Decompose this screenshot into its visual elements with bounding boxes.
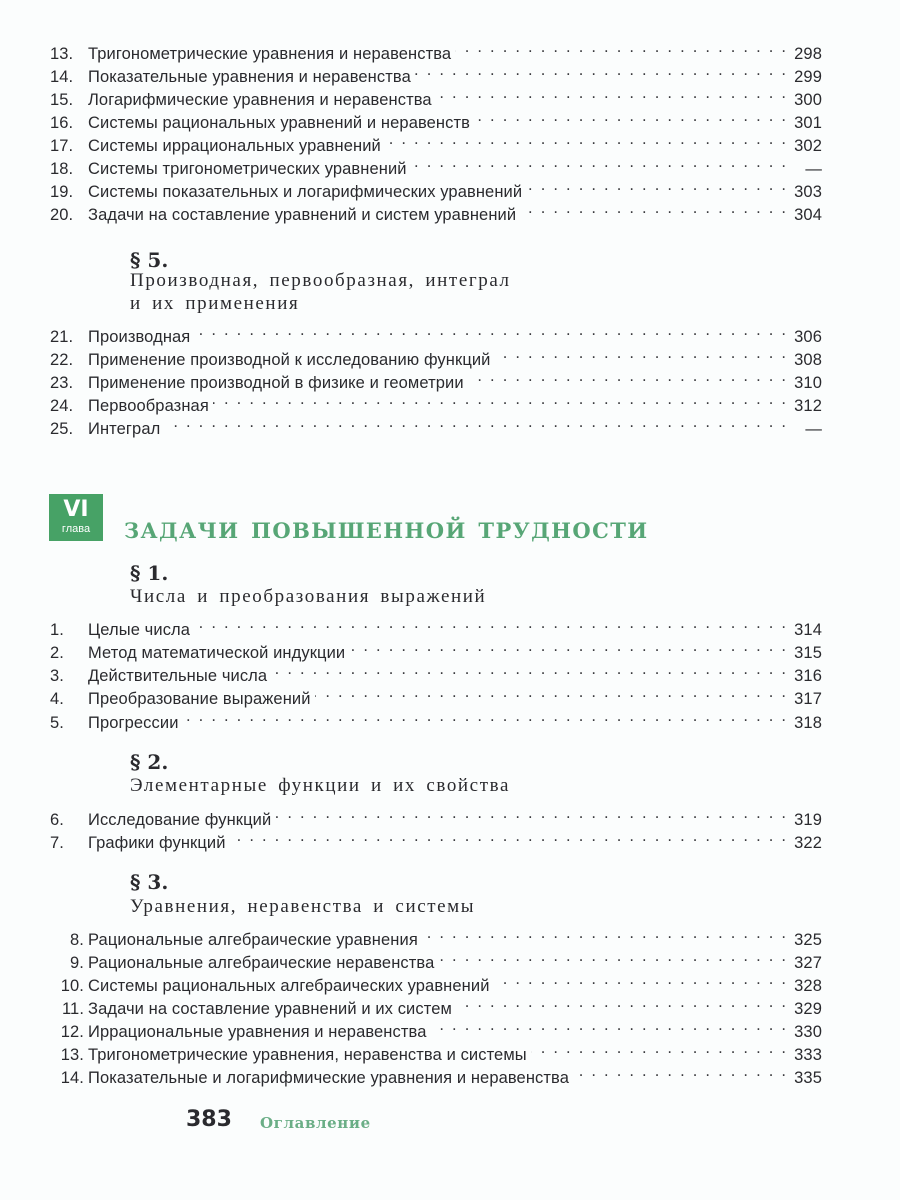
entry-number: 10. <box>60 977 84 995</box>
entry-page: 306 <box>794 328 822 346</box>
entry-title: Производная <box>88 328 191 346</box>
toc-entry[interactable] <box>50 151 822 178</box>
dot-leader <box>468 365 786 388</box>
entry-number: 13. <box>50 45 74 63</box>
section-mark: § 3. <box>130 870 169 894</box>
toc-entry[interactable] <box>50 658 822 685</box>
entry-title: Рациональные алгебраические неравенства <box>88 954 435 972</box>
entry-page: 312 <box>794 397 822 415</box>
entry-page: 301 <box>794 114 822 132</box>
entry-title: Метод математической индукции <box>88 644 346 662</box>
toc-entry[interactable] <box>50 365 822 392</box>
entry-title: Интеграл <box>88 420 161 438</box>
entry-number: 24. <box>50 397 74 415</box>
toc-entry[interactable] <box>50 825 822 852</box>
section-mark: § 2. <box>130 750 169 774</box>
dot-leader <box>411 151 786 174</box>
entry-title: Системы показательных и логарифмических уравнений <box>88 183 523 201</box>
toc-entry[interactable] <box>50 802 822 829</box>
dot-leader <box>230 825 786 848</box>
toc-entry[interactable] <box>50 59 822 86</box>
entry-title: Графики функций <box>88 834 226 852</box>
dot-leader <box>385 128 786 151</box>
entry-title: Применение производной к исследованию функций <box>88 351 491 369</box>
entry-number: 7. <box>50 834 64 852</box>
entry-number: 15. <box>50 91 74 109</box>
entry-number: 14. <box>60 1069 84 1087</box>
entry-number: 1. <box>50 621 64 639</box>
entry-page: 322 <box>794 834 822 852</box>
entry-title: Показательные и логарифмические уравнения и неравенства <box>88 1069 570 1087</box>
toc-entry[interactable] <box>50 705 822 732</box>
entry-page: 304 <box>794 206 822 224</box>
toc-entry[interactable] <box>50 319 822 346</box>
entry-page: 333 <box>794 1046 822 1064</box>
entry-title: Показательные уравнения и неравенства <box>88 68 411 86</box>
toc-entry[interactable] <box>50 991 822 1018</box>
entry-page: 298 <box>794 45 822 63</box>
entry-page: 327 <box>794 954 822 972</box>
dot-leader <box>573 1060 786 1083</box>
entry-title: Исследование функций <box>88 811 272 829</box>
entry-number: 9. <box>70 954 84 972</box>
dot-leader <box>213 388 786 411</box>
entry-page: 318 <box>794 714 822 732</box>
section-mark: § 5. <box>130 248 169 272</box>
dot-leader <box>315 681 786 704</box>
entry-title: Тригонометрические уравнения и неравенства <box>88 45 452 63</box>
entry-number: 18. <box>50 160 74 178</box>
dot-leader <box>438 945 786 968</box>
dot-leader <box>531 1037 786 1060</box>
entry-number: 17. <box>50 137 74 155</box>
section-mark: § 1. <box>130 561 169 585</box>
toc-entry[interactable] <box>50 968 822 995</box>
toc-entry[interactable] <box>50 1060 822 1087</box>
toc-entry[interactable] <box>50 197 822 224</box>
chapter-word: глава <box>61 523 91 535</box>
entry-page: 325 <box>794 931 822 949</box>
entry-page: 303 <box>794 183 822 201</box>
toc-entry[interactable] <box>50 635 822 662</box>
entry-page: 299 <box>794 68 822 86</box>
entry-page: 308 <box>794 351 822 369</box>
entry-title: Действительные числа <box>88 667 268 685</box>
entry-number: 23. <box>50 374 74 392</box>
entry-page: 315 <box>794 644 822 662</box>
dot-leader <box>422 922 786 945</box>
dot-leader <box>271 658 786 681</box>
section-title-line2: и их применения <box>130 293 300 314</box>
dot-leader <box>183 705 786 728</box>
dot-leader <box>194 319 786 342</box>
section-title: Элементарные функции и их свойства <box>130 775 510 796</box>
section-title: Числа и преобразования выражений <box>130 586 487 607</box>
toc-entry[interactable] <box>50 945 822 972</box>
entry-page: — <box>805 160 822 178</box>
dot-leader <box>430 1014 786 1037</box>
entry-title: Логарифмические уравнения и неравенства <box>88 91 432 109</box>
entry-number: 14. <box>50 68 74 86</box>
entry-title: Тригонометрические уравнения, неравенства и системы <box>88 1046 527 1064</box>
toc-entry[interactable] <box>50 82 822 109</box>
toc-entry[interactable] <box>50 388 822 415</box>
dot-leader <box>436 82 786 105</box>
entry-number: 4. <box>50 690 64 708</box>
toc-entry[interactable] <box>50 681 822 708</box>
entry-title: Преобразование выражений <box>88 690 311 708</box>
entry-title: Первообразная <box>88 397 209 415</box>
entry-page: 319 <box>794 811 822 829</box>
chapter-badge <box>49 494 103 541</box>
chapter-title: ЗАДАЧИ ПОВЫШЕННОЙ ТРУДНОСТИ <box>124 518 649 543</box>
page-number: 383 <box>186 1107 232 1132</box>
toc-entry[interactable] <box>50 922 822 949</box>
section-title: Уравнения, неравенства и системы <box>130 896 476 917</box>
entry-number: 21. <box>50 328 74 346</box>
entry-number: 5. <box>50 714 64 732</box>
dot-leader <box>455 36 786 59</box>
toc-entry[interactable] <box>50 174 822 201</box>
entry-number: 3. <box>50 667 64 685</box>
entry-number: 20. <box>50 206 74 224</box>
toc-entry[interactable] <box>50 342 822 369</box>
toc-entry[interactable] <box>50 612 822 639</box>
dot-leader <box>495 342 787 365</box>
dot-leader <box>474 105 786 128</box>
toc-entry[interactable] <box>50 1037 822 1064</box>
entry-number: 22. <box>50 351 74 369</box>
entry-page: 316 <box>794 667 822 685</box>
entry-title: Системы тригонометрических уравнений <box>88 160 407 178</box>
section-title: Производная, первообразная, интеграл <box>130 270 511 291</box>
dot-leader <box>194 612 786 635</box>
entry-page: 335 <box>794 1069 822 1087</box>
dot-leader <box>494 968 786 991</box>
entry-page: 302 <box>794 137 822 155</box>
entry-page: 300 <box>794 91 822 109</box>
entry-number: 6. <box>50 811 64 829</box>
toc-entry[interactable] <box>50 105 822 132</box>
entry-title: Задачи на составление уравнений и их систем <box>88 1000 452 1018</box>
entry-number: 2. <box>50 644 64 662</box>
entry-page: 314 <box>794 621 822 639</box>
entry-number: 19. <box>50 183 74 201</box>
entry-number: 11. <box>61 1000 84 1018</box>
entry-title: Системы рациональных уравнений и неравенств <box>88 114 471 132</box>
toc-entry[interactable] <box>50 1014 822 1041</box>
dot-leader <box>275 802 786 825</box>
dot-leader <box>415 59 786 82</box>
entry-title: Рациональные алгебраические уравнения <box>88 931 418 949</box>
running-title: Оглавление <box>260 1114 371 1132</box>
toc-entry[interactable] <box>50 128 822 155</box>
entry-title: Системы рациональных алгебраических уравнений <box>88 977 490 995</box>
dot-leader <box>526 174 786 197</box>
entry-page: 328 <box>794 977 822 995</box>
entry-title: Прогрессии <box>88 714 179 732</box>
entry-title: Целые числа <box>88 621 191 639</box>
entry-page: 329 <box>794 1000 822 1018</box>
dot-leader <box>164 411 786 434</box>
dot-leader <box>456 991 786 1014</box>
entry-title: Задачи на составление уравнений и систем уравнений <box>88 206 517 224</box>
toc-entry[interactable] <box>50 411 822 438</box>
entry-page: 317 <box>794 690 822 708</box>
toc-entry[interactable] <box>50 36 822 63</box>
entry-page: 310 <box>794 374 822 392</box>
entry-number: 12. <box>60 1023 84 1041</box>
entry-title: Системы иррациональных уравнений <box>88 137 381 155</box>
entry-title: Применение производной в физике и геометрии <box>88 374 464 392</box>
dot-leader <box>349 635 786 658</box>
entry-number: 13. <box>60 1046 84 1064</box>
entry-number: 8. <box>70 931 84 949</box>
entry-page: 330 <box>794 1023 822 1041</box>
chapter-number: VI <box>63 497 89 522</box>
dot-leader <box>520 197 786 220</box>
entry-number: 16. <box>50 114 74 132</box>
entry-number: 25. <box>50 420 74 438</box>
entry-title: Иррациональные уравнения и неравенства <box>88 1023 427 1041</box>
entry-page: — <box>805 420 822 438</box>
